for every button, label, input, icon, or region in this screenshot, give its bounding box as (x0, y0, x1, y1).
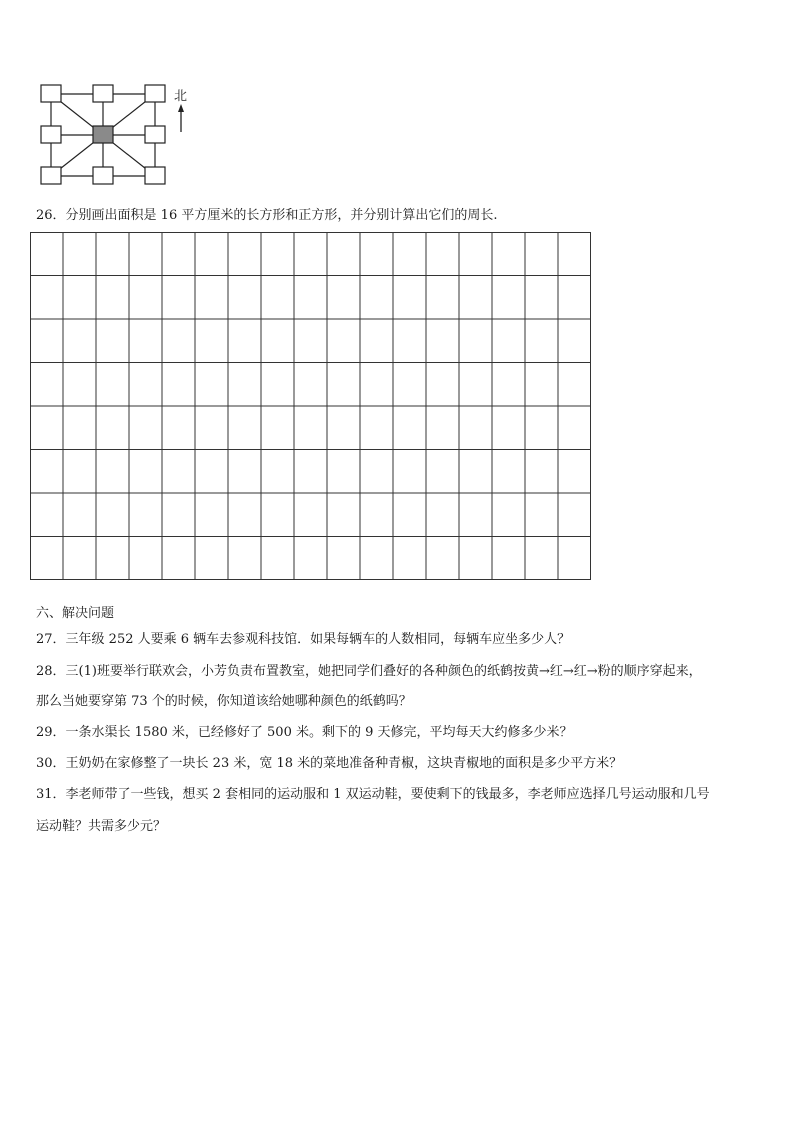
diagram-box-center (93, 126, 113, 143)
diagram-box-west (41, 126, 61, 143)
north-arrow-head-icon (178, 104, 184, 112)
diagram-box-southeast (145, 167, 165, 184)
diagram-box-northwest (41, 85, 61, 102)
question-26: 26．分别画出面积是 16 平方厘米的长方形和正方形，并分别计算出它们的周长. (36, 208, 498, 223)
question-31-line-1: 31．李老师带了一些钱，想买 2 套相同的运动服和 1 双运动鞋，要使剩下的钱最多，李老师应选择几号运动服和几号 (36, 787, 710, 802)
question-28-line-1: 28．三(1)班要举行联欢会，小芳负责布置教室，她把同学们叠好的各种颜色的纸鹤按黄→红→红→粉的顺序穿起来， (36, 664, 702, 679)
question-28-line-2: 那么当她要穿第 73 个的时候，你知道该给她哪种颜色的纸鹤吗？ (36, 694, 412, 709)
question-30: 30．王奶奶在家修整了一块长 23 米，宽 18 米的菜地准备种青椒，这块青椒地的面积是多少平方米？ (36, 756, 623, 771)
north-label: 北 (174, 89, 188, 104)
question-31-line-2: 运动鞋？共需多少元？ (36, 819, 167, 834)
question-29: 29．一条水渠长 1580 米，已经修好了 500 米。剩下的 9 天修完，平均每天大约修多少米？ (36, 725, 573, 740)
diagram-box-northeast (145, 85, 165, 102)
diagram-box-southwest (41, 167, 61, 184)
diagram-box-south (93, 167, 113, 184)
diagram-box-north (93, 85, 113, 102)
drawing-grid[interactable] (30, 232, 591, 580)
question-27: 27．三年级 252 人要乘 6 辆车去参观科技馆．如果每辆车的人数相同，每辆车应坐多少人？ (36, 632, 571, 647)
position-diagram (30, 80, 200, 190)
diagram-box-east (145, 126, 165, 143)
section-title: 六、解决问题 (36, 606, 115, 621)
